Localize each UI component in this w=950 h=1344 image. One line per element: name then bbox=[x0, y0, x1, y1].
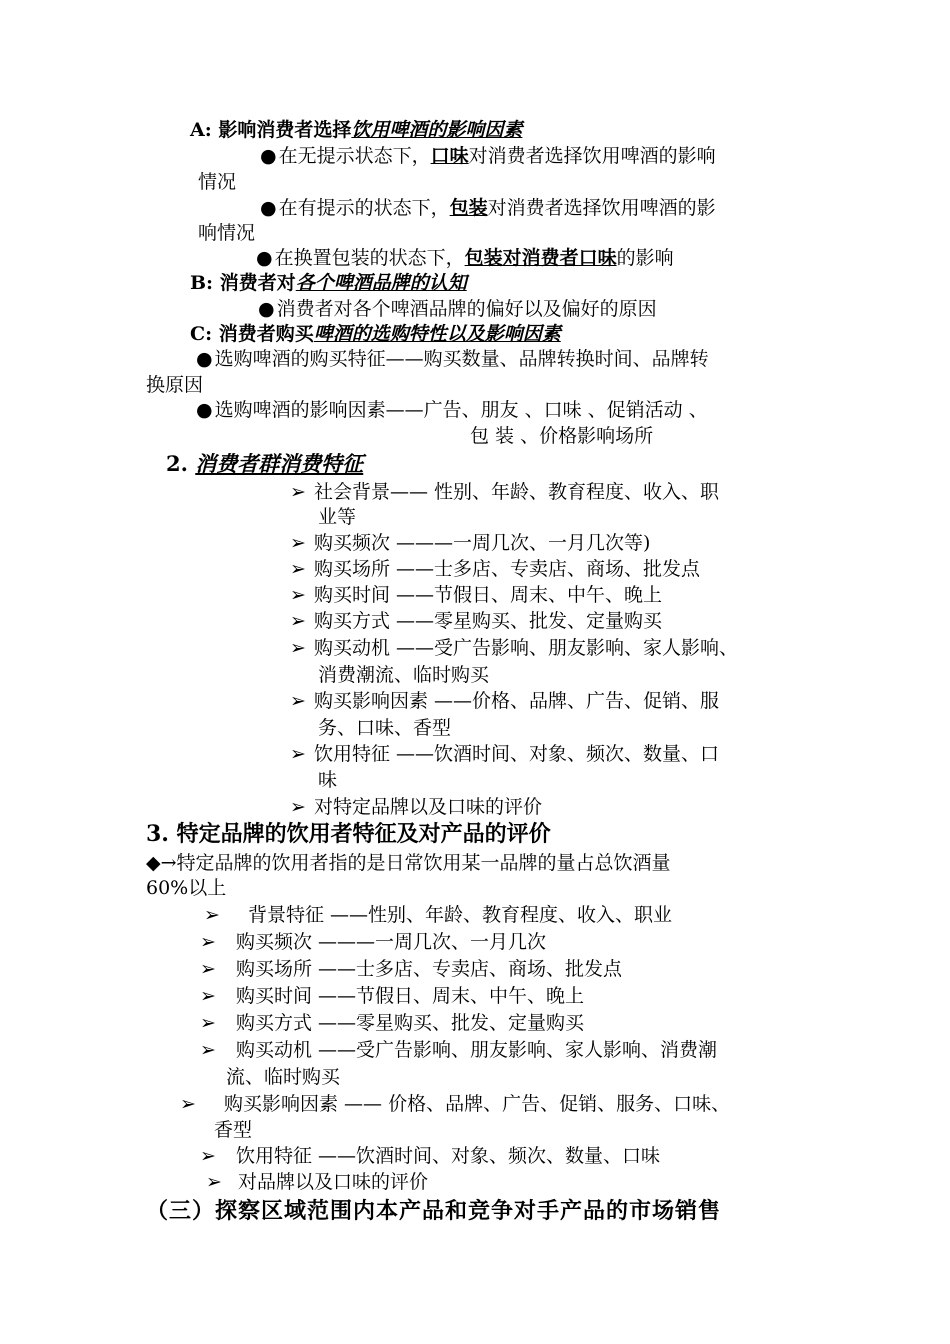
list-item: ➢ 购买方式 ——零星购买、批发、定量购买 bbox=[290, 610, 663, 632]
list-item: ➢ 背景特征 ——性别、年龄、教育程度、收入、职业 bbox=[204, 904, 673, 926]
section-a-label: A: 影响消费者选择 bbox=[190, 119, 352, 141]
list-item: ➢ 对品牌以及口味的评价 bbox=[206, 1171, 429, 1193]
bullet-icon: ● bbox=[196, 348, 213, 370]
arrow-bullet-icon: ➢ bbox=[206, 1171, 222, 1193]
bullet-icon: ● bbox=[256, 247, 273, 269]
section-b-bullet-1: ● 消费者对各个啤酒品牌的偏好以及偏好的原因 bbox=[258, 298, 657, 320]
arrow-bullet-icon: ➢ bbox=[200, 1145, 216, 1167]
section-a-bullet-1: ● 在无提示状态下，口味对消费者选择饮用啤酒的影响 bbox=[260, 145, 716, 167]
section-3-intro-cont: 60%以上 bbox=[146, 877, 227, 899]
arrow-bullet-icon: ➢ bbox=[290, 481, 306, 503]
list-item: ➢ 购买动机 ——受广告影响、朋友影响、家人影响、 bbox=[290, 637, 739, 659]
list-item: ➢ 饮用特征 ——饮酒时间、对象、频次、数量、口味 bbox=[200, 1145, 661, 1167]
arrow-bullet-icon: ➢ bbox=[180, 1093, 196, 1115]
section-c-bullet-2: ● 选购啤酒的影响因素——广告、朋友 、口味 、促销活动 、 bbox=[196, 399, 708, 421]
arrow-bullet-icon: ➢ bbox=[290, 532, 306, 554]
arrow-bullet-icon: ➢ bbox=[200, 1039, 216, 1061]
arrow-bullet-icon: ➢ bbox=[290, 796, 306, 818]
arrow-bullet-icon: ➢ bbox=[290, 584, 306, 606]
list-item-cont: 务、口味、香型 bbox=[318, 717, 452, 739]
section-a-title: 饮用啤酒的影响因素 bbox=[351, 119, 523, 141]
list-item: ➢ 购买时间 ——节假日、周末、中午、晚上 bbox=[290, 584, 663, 606]
arrow-bullet-icon: ➢ bbox=[290, 637, 306, 659]
arrow-bullet-icon: ➢ bbox=[200, 931, 216, 953]
list-item-cont: 流、临时购买 bbox=[226, 1066, 341, 1088]
section-a-bullet-2: ● 在有提示的状态下，包装对消费者选择饮用啤酒的影 bbox=[260, 197, 716, 219]
list-item-cont: 消费潮流、临时购买 bbox=[318, 664, 490, 686]
list-item: ➢ 购买频次 ———一周几次、一月几次等) bbox=[290, 532, 651, 554]
list-item: ➢ 购买场所 ——士多店、专卖店、商场、批发点 bbox=[200, 958, 623, 980]
bullet-icon: ● bbox=[260, 197, 277, 219]
section-c-heading: C: 消费者购买啤酒的选购特性以及影响因素 bbox=[190, 323, 561, 345]
section-c-bullet-2-cont: 包 装 、价格影响场所 bbox=[470, 425, 654, 447]
section-b-heading: B: 消费者对各个啤酒品牌的认知 bbox=[190, 272, 467, 294]
bullet-icon: ● bbox=[196, 399, 213, 421]
section-2-title: 消费者群消费特征 bbox=[195, 451, 364, 476]
list-item: ➢ 购买方式 ——零星购买、批发、定量购买 bbox=[200, 1012, 585, 1034]
arrow-bullet-icon: ➢ bbox=[290, 690, 306, 712]
arrow-bullet-icon: ➢ bbox=[200, 985, 216, 1007]
section-c-bullet-1-cont: 换原因 bbox=[146, 374, 204, 396]
list-item: ➢ 购买影响因素 ——价格、品牌、广告、促销、服 bbox=[290, 690, 720, 712]
arrow-bullet-icon: ➢ bbox=[204, 904, 220, 926]
list-item: ➢ 饮用特征 ——饮酒时间、对象、频次、数量、口 bbox=[290, 743, 720, 765]
arrow-bullet-icon: ➢ bbox=[290, 743, 306, 765]
section-c-bullet-1: ● 选购啤酒的购买特征——购买数量、品牌转换时间、品牌转 bbox=[196, 348, 709, 370]
section-3-heading: 3. 特定品牌的饮用者特征及对产品的评价 bbox=[146, 821, 551, 847]
list-item: ➢ 购买频次 ———一周几次、一月几次 bbox=[200, 931, 547, 953]
arrow-bullet-icon: ➢ bbox=[290, 558, 306, 580]
list-item: ➢ 对特定品牌以及口味的评价 bbox=[290, 796, 543, 818]
list-item-cont: 业等 bbox=[318, 506, 357, 528]
list-item: ➢ 购买时间 ——节假日、周末、中午、晚上 bbox=[200, 985, 585, 1007]
arrow-bullet-icon: ➢ bbox=[290, 610, 306, 632]
arrow-bullet-icon: ➢ bbox=[200, 958, 216, 980]
section-a-bullet-2-cont: 响情况 bbox=[198, 222, 256, 244]
bullet-icon: ● bbox=[260, 145, 277, 167]
section-a-bullet-1-cont: 情况 bbox=[198, 171, 237, 193]
list-item: ➢ 社会背景—— 性别、年龄、教育程度、收入、职 bbox=[290, 481, 720, 503]
section-3-intro: ◆→特定品牌的饮用者指的是日常饮用某一品牌的量占总饮酒量 bbox=[146, 852, 671, 874]
section-2-heading: 2. 消费者群消费特征 bbox=[166, 451, 364, 476]
section-a-bullet-3: ● 在换置包装的状态下，包装对消费者口味的影响 bbox=[256, 247, 674, 269]
section-c-title: 啤酒的选购特性以及影响因素 bbox=[313, 323, 561, 345]
list-item-cont: 香型 bbox=[214, 1119, 253, 1141]
arrow-bullet-icon: ➢ bbox=[200, 1012, 216, 1034]
section-b-title: 各个啤酒品牌的认知 bbox=[295, 272, 467, 294]
section-a-heading bbox=[190, 118, 522, 142]
list-item: ➢ 购买场所 ——士多店、专卖店、商场、批发点 bbox=[290, 558, 701, 580]
list-item: ➢ 购买动机 ——受广告影响、朋友影响、家人影响、消费潮 bbox=[200, 1039, 718, 1061]
list-item: ➢ 购买影响因素 —— 价格、品牌、广告、促销、服务、口味、 bbox=[180, 1093, 731, 1115]
bullet-icon: ● bbox=[258, 298, 275, 320]
list-item-cont: 味 bbox=[318, 769, 338, 791]
section-three-heading: （三）探察区域范围内本产品和竞争对手产品的市场销售 bbox=[146, 1198, 722, 1224]
